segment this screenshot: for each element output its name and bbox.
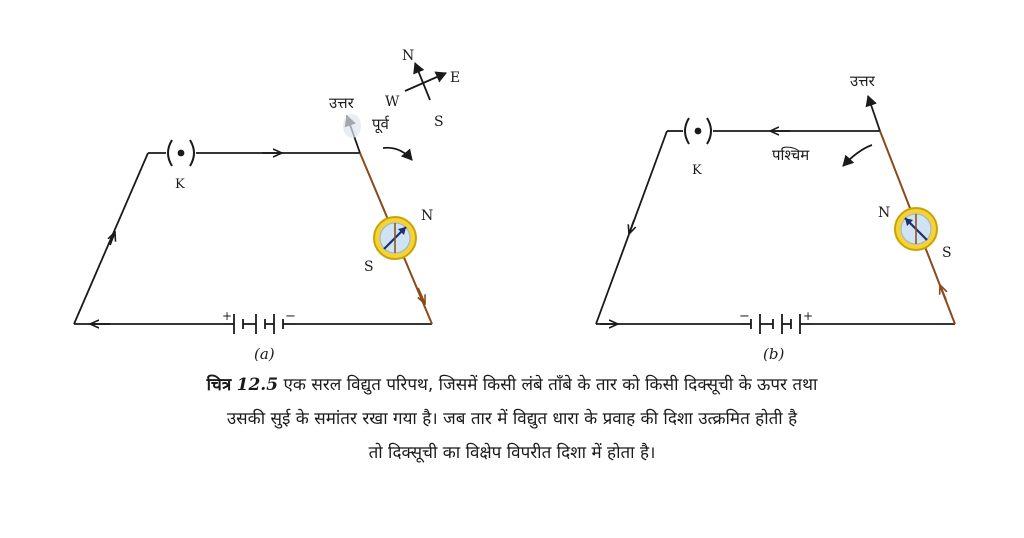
caption-figure-number: 12.5 [236, 375, 279, 395]
panel-label-b: (b) [763, 345, 785, 363]
panel-b [596, 72, 955, 363]
north-label-b: उत्तर [850, 72, 875, 90]
west-rotation-arrow-b [843, 145, 872, 166]
battery-minus-a: − [285, 309, 296, 324]
north-label-a: उत्तर [329, 94, 354, 112]
plug-key-icon [168, 140, 194, 166]
east-label-a: पूर्व [372, 115, 389, 133]
east-rotation-arrow-a [383, 148, 412, 160]
panel-label-a: (a) [254, 345, 275, 363]
plug-key-icon-b [685, 118, 711, 144]
caption-line-2: उसकी सुई के समांतर रखा गया है। जब तार में विद्युत धारा के प्रवाह की दिशा उत्क्रमित होती है [226, 409, 798, 429]
caption-line-1-text: एक सरल विद्युत परिपथ, जिसमें किसी लंबे ताँबे के तार को किसी दिक्सूची के ऊपर तथा [283, 375, 818, 395]
west-label-b: पश्चिम [772, 146, 810, 164]
north-pointer-a [343, 114, 361, 153]
key-label-b: K [692, 163, 702, 178]
rose-w-label: W [385, 94, 400, 110]
compass-n-label-a: N [421, 208, 434, 224]
caption-line-1 [0, 372, 1024, 395]
compass-s-label-b: S [942, 245, 952, 261]
current-arrows-a [90, 153, 282, 324]
key-label-a: K [175, 177, 185, 192]
current-arrows-b [600, 131, 790, 324]
battery-plus-a: + [222, 309, 233, 323]
north-pointer-b [868, 96, 880, 131]
compass-icon-b [895, 208, 937, 250]
compass-s-label-a: S [364, 259, 374, 275]
rose-s-label: S [434, 114, 444, 130]
rose-e-label: E [450, 70, 461, 86]
battery-plus-b: + [803, 309, 814, 323]
caption-figure-word: चित्र [206, 375, 232, 395]
compass-rose-icon [405, 63, 446, 100]
battery-minus-b: − [739, 309, 750, 324]
compass-icon [374, 217, 416, 259]
caption-line-3: तो दिक्सूची का विक्षेप विपरीत दिशा में होता है। [368, 443, 656, 463]
current-arrow-copper-b [940, 285, 946, 300]
panel-a [74, 48, 460, 363]
compass-n-label-b: N [878, 205, 891, 221]
rose-n-label: N [402, 48, 415, 64]
